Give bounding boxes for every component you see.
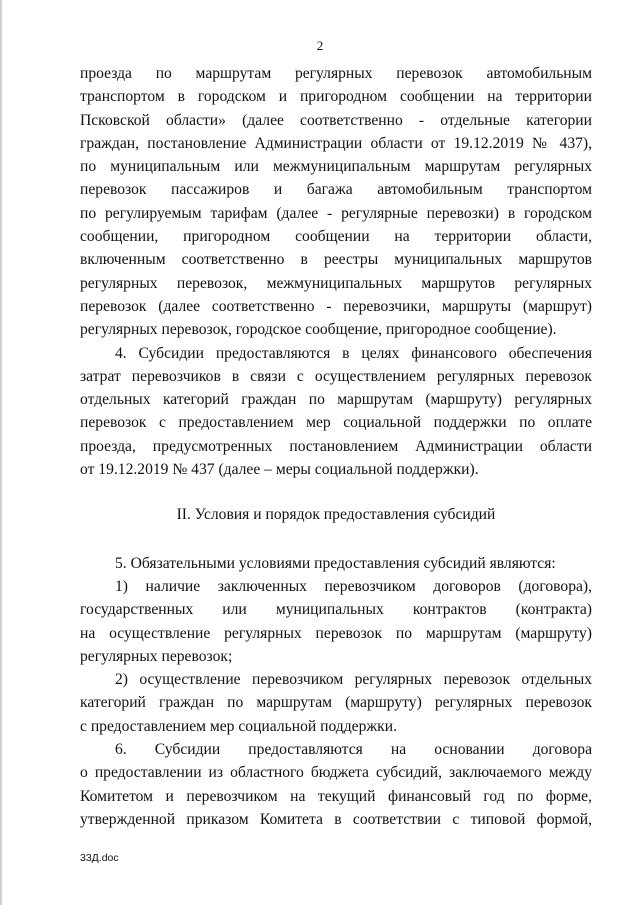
- text-line: проезда, предусмотренных постановлением Администрации области: [80, 437, 592, 455]
- footer-filename: 33Д.doc: [80, 852, 119, 864]
- page-number: 2: [316, 38, 324, 53]
- text-line: от 19.12.2019 № 437 (далее – меры социальной поддержки).: [80, 461, 479, 479]
- text-line: Комитетом и перевозчиком на текущий финансовый год по форме,: [80, 787, 592, 805]
- text-line: с предоставлением мер социальной поддержки.: [80, 717, 397, 735]
- document-body: [80, 62, 592, 831]
- text-line: 2) осуществление перевозчиком регулярных перевозок отдельных: [115, 671, 592, 689]
- text-line: сообщении, пригородном сообщении на территории области,: [80, 228, 592, 246]
- list-item-2: [80, 668, 592, 738]
- text-line: государственных или муниципальных контрактов (контракта): [80, 601, 592, 619]
- text-line: по регулируемым тарифам (далее - регулярные перевозки) в городском: [80, 204, 592, 222]
- text-line: 6. Субсидии предоставляются на основании договора: [115, 741, 592, 759]
- text-line: утвержденной приказом Комитета в соответствии с типовой формой,: [80, 810, 592, 828]
- text-line: Псковской области» (далее соответственно - отдельные категории: [80, 111, 592, 129]
- text-line: по муниципальным или межмуниципальным маршрутам регулярных: [80, 158, 592, 176]
- scan-edge: [0, 0, 3, 905]
- text-line: о предоставлении из областного бюджета субсидий, заключаемого между: [80, 764, 592, 782]
- text-line: перевозок с предоставлением мер социальной поддержки по оплате: [80, 414, 592, 432]
- section-heading: II. Условия и порядок предоставления субсидий: [176, 506, 496, 524]
- text-line: граждан, постановление Администрации области от 19.12.2019 № 437),: [80, 134, 592, 152]
- paragraph-continuation: [80, 62, 592, 342]
- paragraph-5: [80, 552, 592, 575]
- text-line: 4. Субсидии предоставляются в целях финансового обеспечения: [115, 344, 592, 362]
- text-line: транспортом в городском и пригородном сообщении на территории: [80, 88, 592, 106]
- text-line: отдельных категорий граждан по маршрутам (маршруту) регулярных: [80, 391, 592, 409]
- text-line: затрат перевозчиков в связи с осуществлением регулярных перевозок: [80, 367, 592, 385]
- text-line: проезда по маршрутам регулярных перевозок автомобильным: [80, 65, 592, 82]
- text-line: включенным соответственно в реестры муниципальных маршрутов: [80, 251, 592, 269]
- text-line: регулярных перевозок, межмуниципальных маршрутов регулярных: [80, 274, 592, 292]
- text-line: категорий граждан по маршрутам (маршруту) регулярных перевозок: [80, 694, 592, 712]
- list-item-1: [80, 575, 592, 668]
- text-line: 5. Обязательными условиями предоставления субсидий являются:: [115, 554, 556, 572]
- text-line: регулярных перевозок;: [80, 647, 233, 665]
- text-line: 1) наличие заключенных перевозчиком договоров (договора),: [115, 577, 592, 595]
- text-line: регулярных перевозок, городское сообщение, пригородное сообщение).: [80, 321, 557, 339]
- text-line: на осуществление регулярных перевозок по маршрутам (маршруту): [80, 624, 592, 642]
- text-line: перевозок (далее соответственно - перевозчики, маршруты (маршрут): [80, 297, 592, 315]
- paragraph-4: [80, 342, 592, 482]
- text-line: перевозок пассажиров и багажа автомобильным транспортом: [80, 181, 592, 199]
- paragraph-6: [80, 738, 592, 831]
